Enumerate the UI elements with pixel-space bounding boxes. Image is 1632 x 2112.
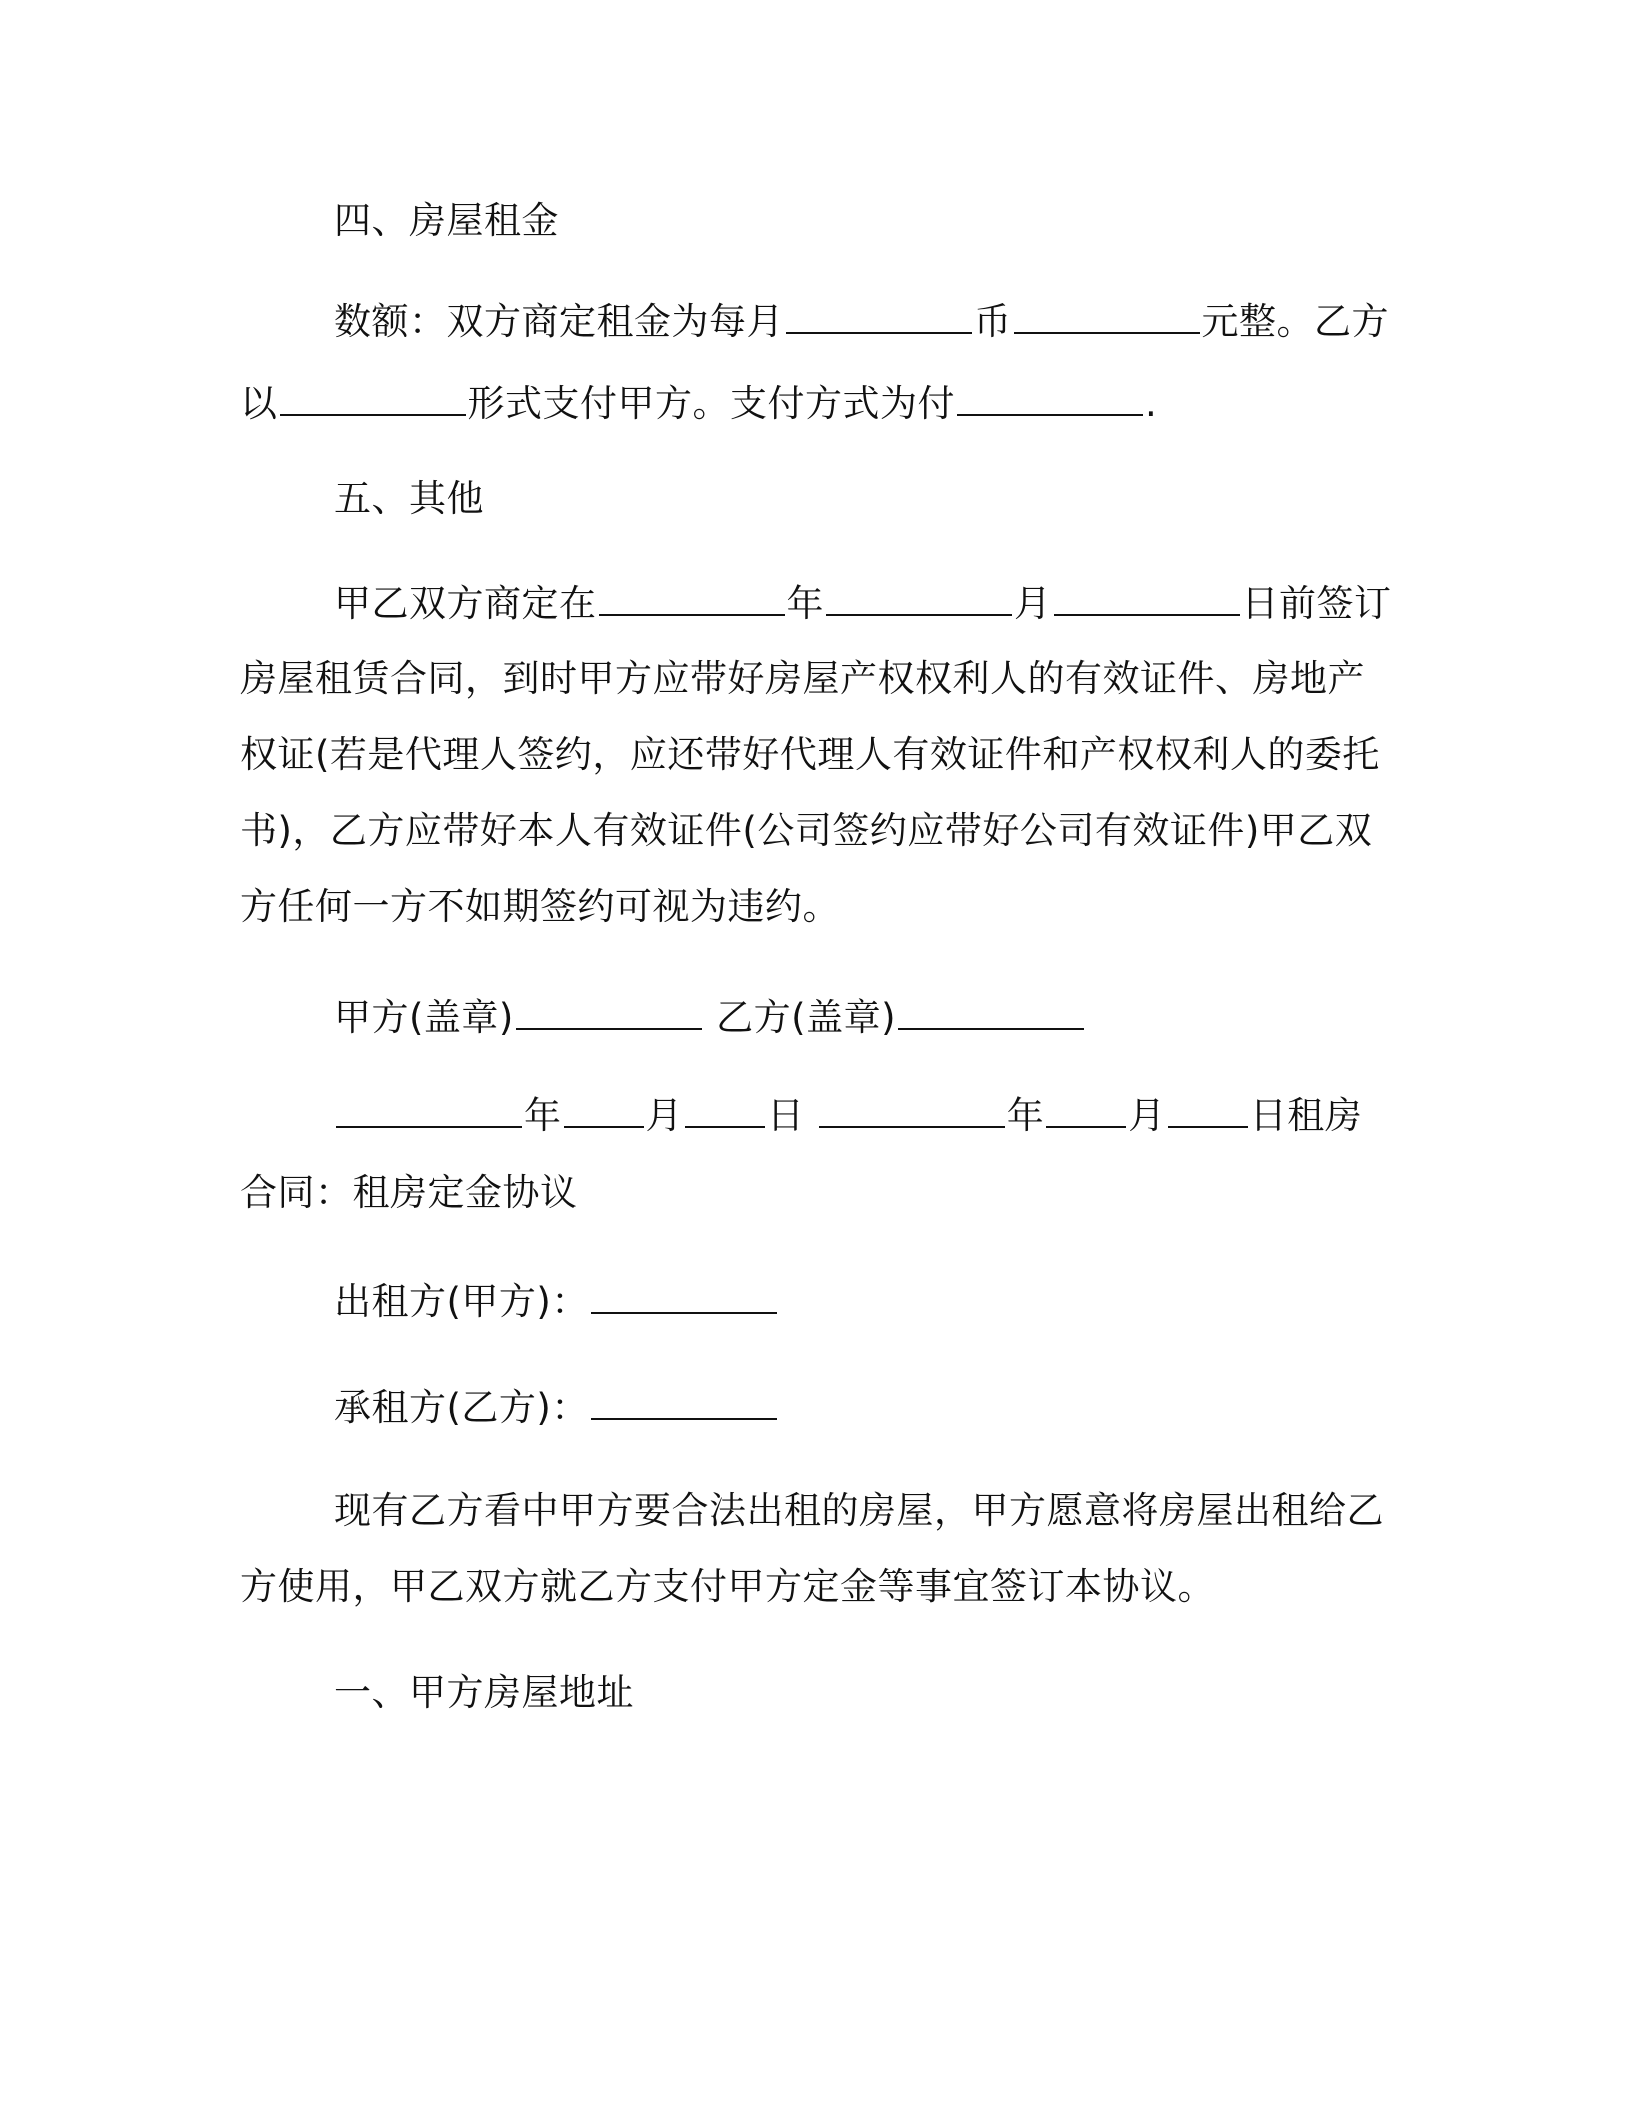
party-a-day-blank[interactable] [685,1092,765,1128]
payment-end-dot: . [1145,382,1158,425]
sign-date-line [334,580,1400,627]
section-4-heading-text: 四、房屋租金 [334,199,559,242]
party-a-year-blank[interactable] [336,1092,522,1128]
section-1-heading-text: 一、甲方房屋地址 [334,1671,634,1714]
payment-prefix: 以 [240,382,278,425]
payment-method-label: 形式支付甲方。支付方式为付 [467,382,955,425]
lessee-line [334,1384,1400,1431]
rent-monthly-blank[interactable] [786,298,972,334]
contract-title: 合同：租房定金协议 [240,1171,578,1214]
section-4-heading [334,198,1400,244]
payment-form-blank[interactable] [280,380,466,416]
intro-text: 现有乙方看中甲方要合法出租的房屋，甲方愿意将房屋出租给乙 [334,1489,1384,1532]
payment-cycle-blank[interactable] [957,380,1143,416]
rent-amount-label: 数额：双方商定租金为每月 [334,300,784,343]
signature-date-line [334,1092,1400,1139]
day-label: 日 [767,1094,805,1137]
intro-line [240,1564,1400,1610]
year-label: 年 [1006,1094,1045,1137]
lessor-line [334,1278,1400,1325]
month-label: 月 [1014,582,1052,625]
party-a-seal-blank[interactable] [516,994,702,1030]
party-b-day-blank[interactable] [1168,1092,1248,1128]
sign-year-blank[interactable] [599,580,785,616]
lessee-label: 承租方(乙方)： [334,1386,589,1429]
lessee-blank[interactable] [591,1384,777,1420]
paragraph-line [240,808,1400,854]
party-a-month-blank[interactable] [564,1092,644,1128]
section-1-heading [334,1670,1400,1716]
party-b-seal-label: 乙方(盖章) [716,996,897,1039]
day-label: 日租房 [1249,1094,1363,1137]
contract-title-line [240,1170,1400,1216]
paragraph-text: 权证(若是代理人签约，应还带好代理人有效证件和产权权利人的委托 [240,733,1380,776]
sign-date-tail: 日前签订 [1241,582,1392,625]
party-b-year-blank[interactable] [819,1092,1005,1128]
paragraph-line [240,656,1400,702]
section-5-heading-text: 五、其他 [334,477,484,520]
paragraph-text: 方任何一方不如期签约可视为违约。 [240,885,840,928]
lessor-blank[interactable] [591,1278,777,1314]
rent-amount-blank[interactable] [1014,298,1200,334]
sign-date-label: 甲乙双方商定在 [334,582,597,625]
month-label: 月 [645,1094,683,1137]
paragraph-text: 书)，乙方应带好本人有效证件(公司签约应带好公司有效证件)甲乙双 [240,809,1373,852]
lessor-label: 出租方(甲方)： [334,1280,589,1323]
year-label: 年 [524,1094,562,1137]
intro-text: 方使用，甲乙双方就乙方支付甲方定金等事宜签订本协议。 [240,1565,1215,1608]
party-b-seal-blank[interactable] [898,994,1084,1030]
sign-month-blank[interactable] [826,580,1012,616]
signature-line [334,994,1400,1041]
currency-label: 币 [974,300,1012,343]
section-5-heading [334,476,1400,522]
rent-amount-line [334,298,1400,345]
month-label: 月 [1128,1094,1166,1137]
paragraph-line [240,884,1400,930]
intro-line [334,1488,1400,1534]
payment-method-line [240,380,1400,427]
paragraph-line [240,732,1400,778]
paragraph-text: 房屋租赁合同，到时甲方应带好房屋产权权利人的有效证件、房地产 [240,657,1365,700]
year-label: 年 [786,582,824,625]
rent-amount-tail: 元整。乙方 [1201,300,1389,343]
party-b-month-blank[interactable] [1046,1092,1126,1128]
party-a-seal-label: 甲方(盖章) [334,996,514,1039]
sign-day-blank[interactable] [1054,580,1240,616]
